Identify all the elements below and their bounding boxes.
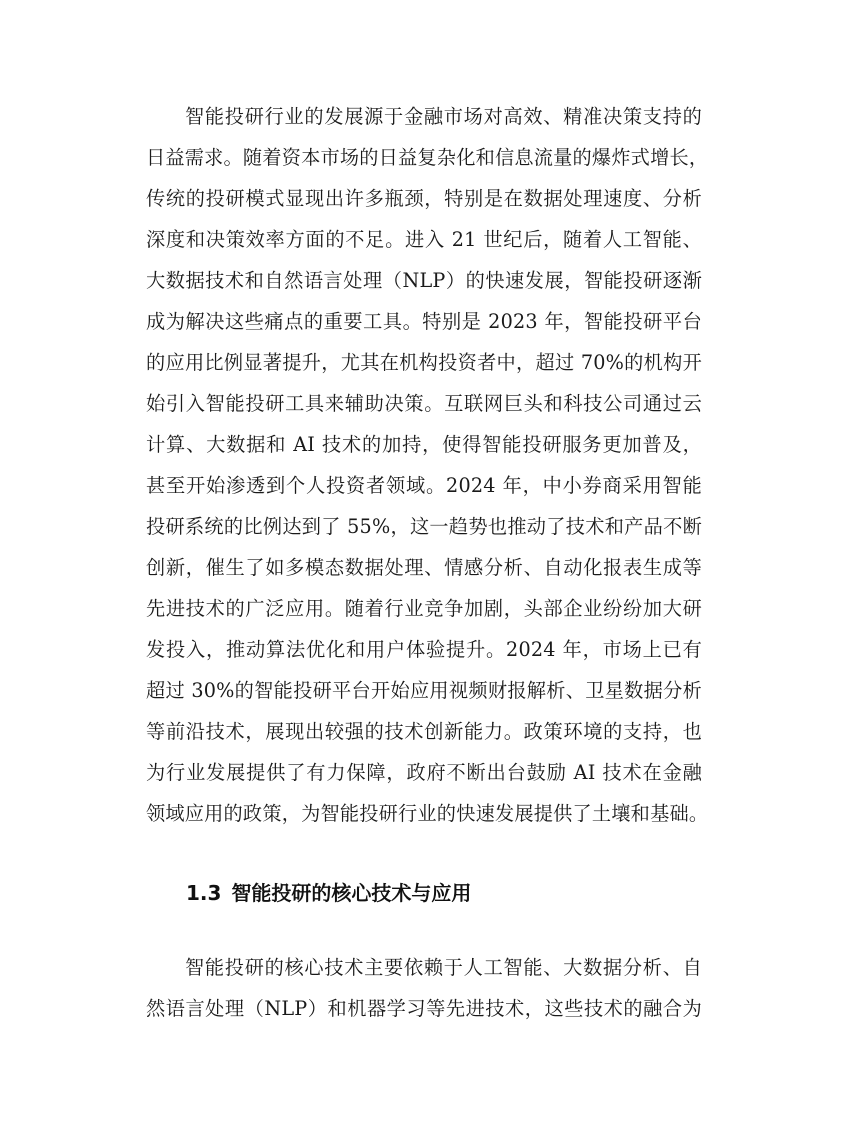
paragraph-core-technology (146, 947, 702, 1029)
document-page (146, 96, 709, 1020)
text-line: 然语言处理（NLP）和机器学习等先进技术，这些技术的融合为 (146, 997, 702, 1020)
text-line: 领域应用的政策，为智能投研行业的快速发展提供了土壤和基础。 (146, 802, 709, 825)
text-line: 为行业发展提供了有力保障，政府不断出台鼓励 AI 技术在金融 (146, 761, 702, 784)
text-line: 智能投研的核心技术主要依赖于人工智能、大数据分析、自 (185, 956, 702, 979)
section-number: 1.3 (186, 881, 222, 905)
text-line: 投研系统的比例达到了 55%，这一趋势也推动了技术和产品不断 (146, 515, 702, 538)
text-line: 甚至开始渗透到个人投资者领域。2024 年，中小券商采用智能 (146, 474, 702, 497)
text-line: 成为解决这些痛点的重要工具。特别是 2023 年，智能投研平台 (146, 310, 702, 333)
text-line: 大数据技术和自然语言处理（NLP）的快速发展，智能投研逐渐 (146, 269, 702, 292)
text-line: 日益需求。随着资本市场的日益复杂化和信息流量的爆炸式增长， (146, 146, 709, 169)
text-line: 深度和决策效率方面的不足。进入 21 世纪后，随着人工智能、 (146, 228, 702, 251)
section-title: 智能投研的核心技术与应用 (231, 881, 472, 905)
text-line: 超过 30%的智能投研平台开始应用视频财报解析、卫星数据分析 (146, 679, 702, 702)
text-line: 始引入智能投研工具来辅助决策。互联网巨头和科技公司通过云 (146, 392, 702, 415)
text-line: 先进技术的广泛应用。随着行业竞争加剧，头部企业纷纷加大研 (146, 597, 702, 620)
text-line: 的应用比例显著提升，尤其在机构投资者中，超过 70%的机构开 (146, 351, 702, 374)
text-line: 计算、大数据和 AI 技术的加持，使得智能投研服务更加普及， (146, 433, 702, 456)
text-line: 创新，催生了如多模态数据处理、情感分析、自动化报表生成等 (146, 556, 702, 579)
text-line: 等前沿技术，展现出较强的技术创新能力。政策环境的支持，也 (146, 720, 702, 743)
text-line: 发投入，推动算法优化和用户体验提升。2024 年，市场上已有 (146, 638, 702, 661)
text-line: 智能投研行业的发展源于金融市场对高效、精准决策支持的 (185, 105, 702, 128)
section-heading (186, 878, 471, 908)
paragraph-industry-development (146, 96, 709, 834)
text-line: 传统的投研模式显现出许多瓶颈，特别是在数据处理速度、分析 (146, 187, 702, 210)
